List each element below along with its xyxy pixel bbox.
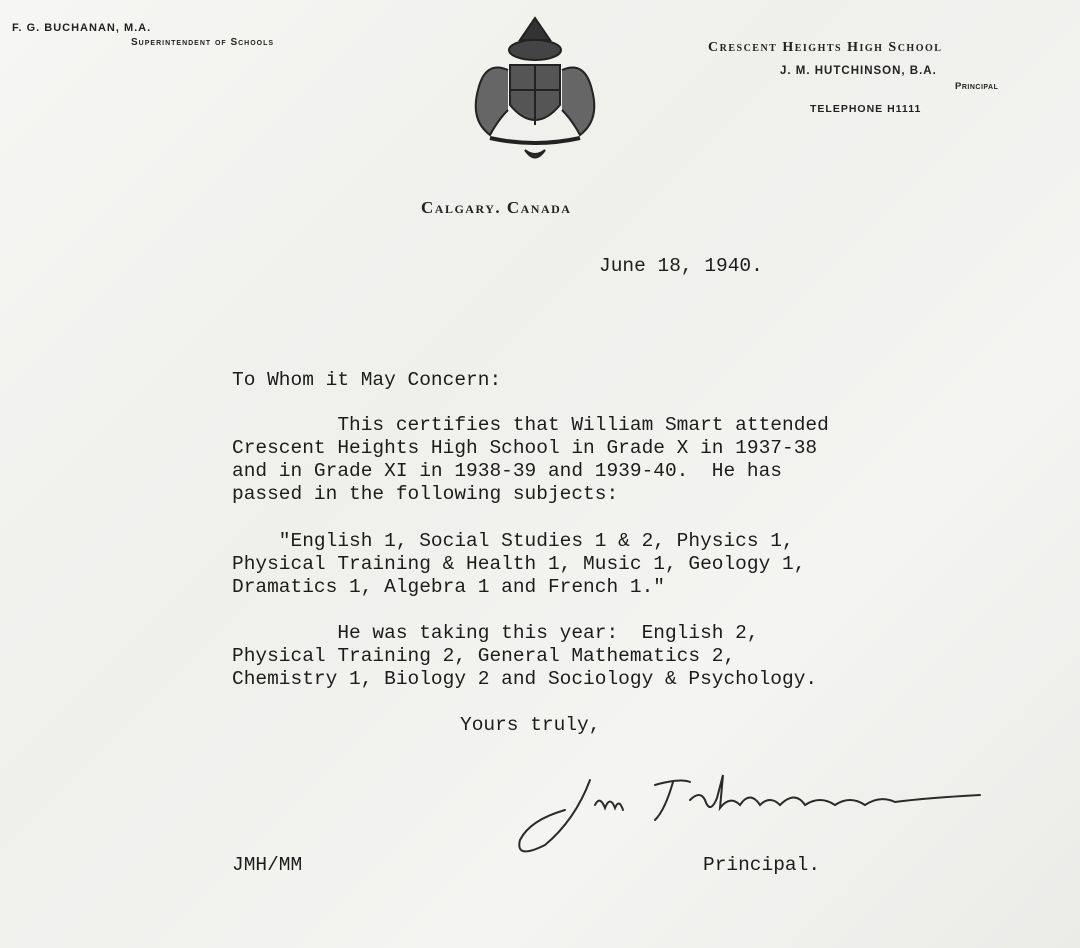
paragraph-line: He was taking this year: English 2,	[232, 622, 759, 644]
superintendent-title: Superintendent of Schools	[131, 37, 275, 48]
letter-date: June 18, 1940.	[599, 255, 763, 277]
subjects-line: Dramatics 1, Algebra 1 and French 1."	[232, 576, 665, 598]
paragraph-line: Physical Training 2, General Mathematics 2,	[232, 645, 736, 667]
paragraph-line: Chemistry 1, Biology 2 and Sociology & Psychology.	[232, 668, 818, 690]
handwritten-signature	[505, 760, 995, 860]
coat-of-arms-crest	[460, 10, 610, 170]
telephone: TELEPHONE H1111	[810, 103, 922, 115]
paragraph-line: Crescent Heights High School in Grade X in 1937-38	[232, 437, 818, 459]
signer-title: Principal.	[703, 854, 821, 876]
paragraph-line: This certifies that William Smart attended	[232, 414, 829, 436]
salutation: To Whom it May Concern:	[232, 369, 502, 391]
subjects-line: "English 1, Social Studies 1 & 2, Physics 1,	[232, 530, 794, 552]
school-name: Crescent Heights High School	[708, 40, 943, 55]
closing: Yours truly,	[460, 714, 601, 736]
superintendent-name: F. G. BUCHANAN, M.A.	[12, 22, 152, 34]
principal-name: J. M. HUTCHINSON, B.A.	[780, 65, 937, 77]
city: Calgary. Canada	[421, 198, 572, 217]
paragraph-line: passed in the following subjects:	[232, 483, 619, 505]
paragraph-line: and in Grade XI in 1938-39 and 1939-40. He has	[232, 460, 782, 482]
reference-initials: JMH/MM	[232, 854, 303, 876]
subjects-line: Physical Training & Health 1, Music 1, Geology 1,	[232, 553, 806, 575]
principal-title: Principal	[955, 81, 999, 92]
